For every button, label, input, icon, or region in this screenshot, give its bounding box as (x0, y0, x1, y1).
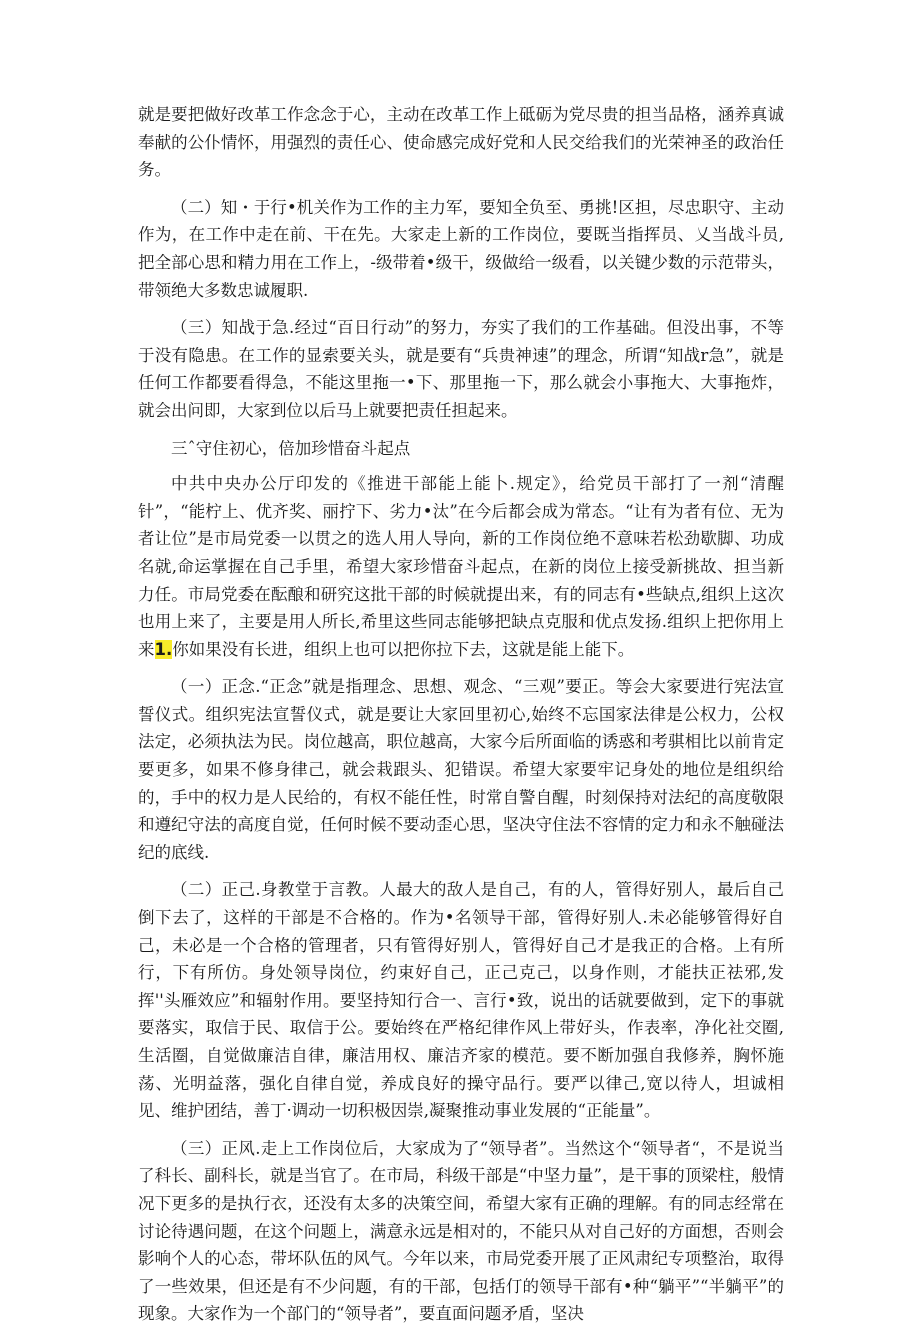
paragraph-4-text: 中共中央办公厅印发的《推进干部能上能卜.规定》，给党员干部打了一剂“清醒针”，“能柠上、优齐奖、丽拧下、劣力•汰”在今后都会成为常态。“让有为者有位、无为者让位”是市局党委一以贯之的选人用人导向，新的工作岗位绝不意味若松劲歇脚、功成名就,命运掌握在自己手里，希望大家珍惜奋斗起点，在新的岗位上接受新挑故、担当新力任。市局党委在酝酿和研究这批干部的时候就提出来，有的同志有•些缺点,组织上这次也用上来了，主要是用人所长,希里这些同志能够把缺点克服和优点发扬.组织上把你用上来 (138, 474, 784, 659)
paragraph-6: （二）正己.身教堂于言教。人最大的敌人是自己，有的人，管得好别人，最后自己倒下去了，这样的干部是不合格的。作为•名领导干部，管得好别人.未必能够管得好自己，未必是一个合格的管理者，只有管得好别人，管得好自己才是我正的合格。上有所行，下有所仿。身处领导岗位，约束好自己，正己克己，以身作则，才能扶正祛邪,发挥''头雁效应”和辐射作用。要坚持知行合一、言行•致，说出的话就要做到，定下的事就要落实，取信于民、取信于公。要始终在严格纪律作风上带好头，作表率，净化社交圈,生活圈，自觉做廉洁自律，廉洁用权、廉洁齐家的模范。要不断加强自我修养，胸怀施荡、光明益落，强化自律自觉，养成良好的操守品行。要严以律己,宽以待人，坦诚相见、维护团结，善丁·调动一切积极因崇,凝聚推动事业发展的“正能量”。 (138, 880, 784, 1121)
document-page (138, 101, 784, 1338)
paragraph-4 (138, 470, 784, 663)
paragraph-4-tail: 你如果没有长进，组织上也可以把你拉下去，这就是能上能下。 (172, 639, 635, 659)
paragraph-3: （三）知战于急.经过“百日行动”的努力，夯实了我们的工作基础。但没出事，不等于没有隐患。在工作的显索要关头，就是要有“兵贵神速”的理念，所谓“知战r急”，就是任何工作都要看得急，不能这里拖一•下、那里拖一下，那么就会小事拖大、大事拖炸，就会出问即，大家到位以后马上就要把责任担起来。 (138, 318, 784, 420)
highlight-mark: 1. (154, 639, 173, 659)
section-heading: 三ˆ守住初心，倍加珍惜奋斗起点 (171, 438, 411, 458)
paragraph-1: 就是要把做好改革工作念念于心，主动在改革工作上砥砺为党尽贵的担当品格，涵养真诚奉献的公仆情怀，用强烈的责任心、使命感完成好党和人民交给我们的光荣神圣的政治任务。 (138, 105, 784, 180)
paragraph-5: （一）正念.“正念”就是指理念、思想、观念、“三观”要正。等会大家要进行宪法宣誓仪式。组织宪法宣誓仪式，就是要让大家回里初心,始终不忘国家法律是公权力，公权法定，必须执法为民。岗位越高，职位越高，大家今后所面临的诱惑和考骐相比以前肯定要更多，如果不修身律己，就会栽跟头、犯错误。希望大家要牢记身处的地位是组织给的，手中的权力是人民给的，有权不能任性，时常自警自醒，时刻保持对法纪的高度敬限和遵纪守法的高度自觉，任何时候不要动歪心思，坚决守住法不容情的定力和永不触碰法纪的底线. (138, 677, 784, 862)
paragraph-7: （三）正风.走上工作岗位后，大家成为了“领导者”。当然这个“领导者“，不是说当了科长、副科长，就是当官了。在市局，科级干部是“中坚力量”，是干事的顶梁柱，般情况下更多的是执行衣，还没有太多的决策空间，希望大家有正确的理解。有的同志经常在讨论待遇问题，在这个问题上，满意永远是相对的，不能只从对自己好的方面想，否则会影响个人的心态，带坏队伍的风气。今年以来，市局党委开展了正风肃纪专项整治，取得了一些效果，但还是有不少问题，有的干部，包括仃的领导干部有•种“躺平”“半躺平”的现象。大家作为一个部门的“领导者”，要直面问题矛盾，坚决 (138, 1138, 784, 1324)
paragraph-2: （二）知・于行•机关作为工作的主力军，要知全负至、勇挑!区担，尽忠职守、主动作为，在工作中走在前、干在先。大家走上新的工作岗位，要既当指挥员、乂当战斗员,把全部心思和精力用在工作上，-级带着•级干，级做给一级看，以关键少数的示范带头，带领绝大多数忠诚履职. (138, 197, 784, 300)
